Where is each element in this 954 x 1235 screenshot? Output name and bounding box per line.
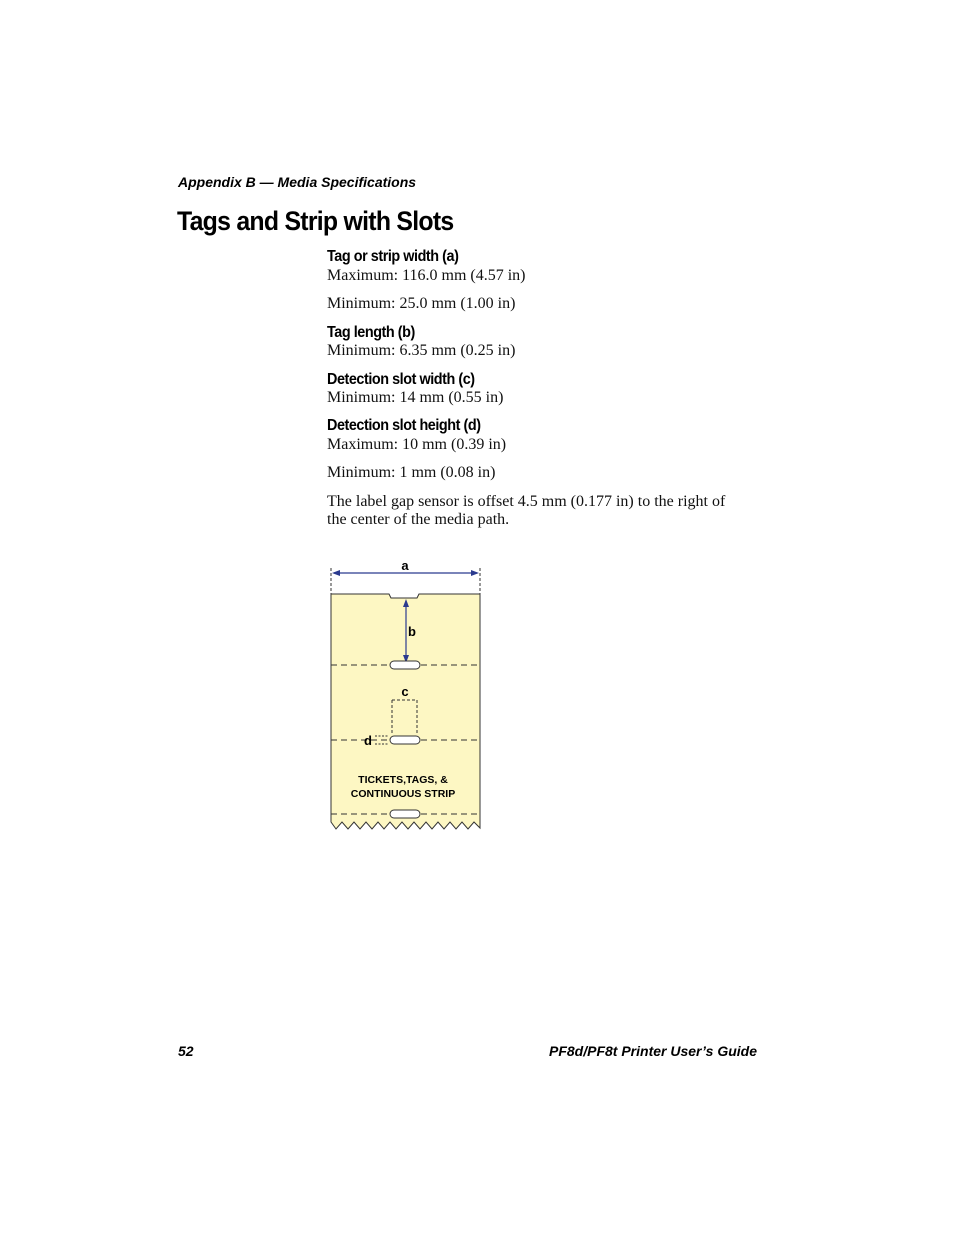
detection-slot <box>390 736 420 744</box>
gap-sensor-note: The label gap sensor is offset 4.5 mm (0.177 in) to the right of the center of the media path. <box>327 493 726 528</box>
heading-slot-height: Detection slot height (d) <box>327 417 481 434</box>
guide-title: PF8d/PF8t Printer User’s Guide <box>549 1043 757 1059</box>
tag-width-min: Minimum: 25.0 mm (1.00 in) <box>327 295 516 312</box>
running-head: Appendix B — Media Specifications <box>178 174 417 190</box>
caption-line-2: CONTINUOUS STRIP <box>350 788 456 800</box>
page-number: 52 <box>178 1043 194 1059</box>
label-d: d <box>364 733 372 748</box>
media-diagram <box>320 552 495 842</box>
detection-slot <box>390 810 420 818</box>
label-b: b <box>408 624 416 639</box>
label-c: c <box>401 684 409 699</box>
slot-height-max: Maximum: 10 mm (0.39 in) <box>327 436 507 453</box>
page-title: Tags and Strip with Slots <box>177 206 454 236</box>
heading-slot-width: Detection slot width (c) <box>327 371 475 388</box>
detection-slot <box>390 661 420 669</box>
label-a: a <box>401 558 409 573</box>
slot-width-min: Minimum: 14 mm (0.55 in) <box>327 389 504 406</box>
tag-length-min: Minimum: 6.35 mm (0.25 in) <box>327 342 516 359</box>
caption-line-1: TICKETS,TAGS, & <box>358 774 448 786</box>
heading-tag-length: Tag length (b) <box>327 324 415 341</box>
slot-height-min: Minimum: 1 mm (0.08 in) <box>327 464 496 481</box>
tag-width-max: Maximum: 116.0 mm (4.57 in) <box>327 267 526 284</box>
heading-tag-width: Tag or strip width (a) <box>327 248 459 265</box>
